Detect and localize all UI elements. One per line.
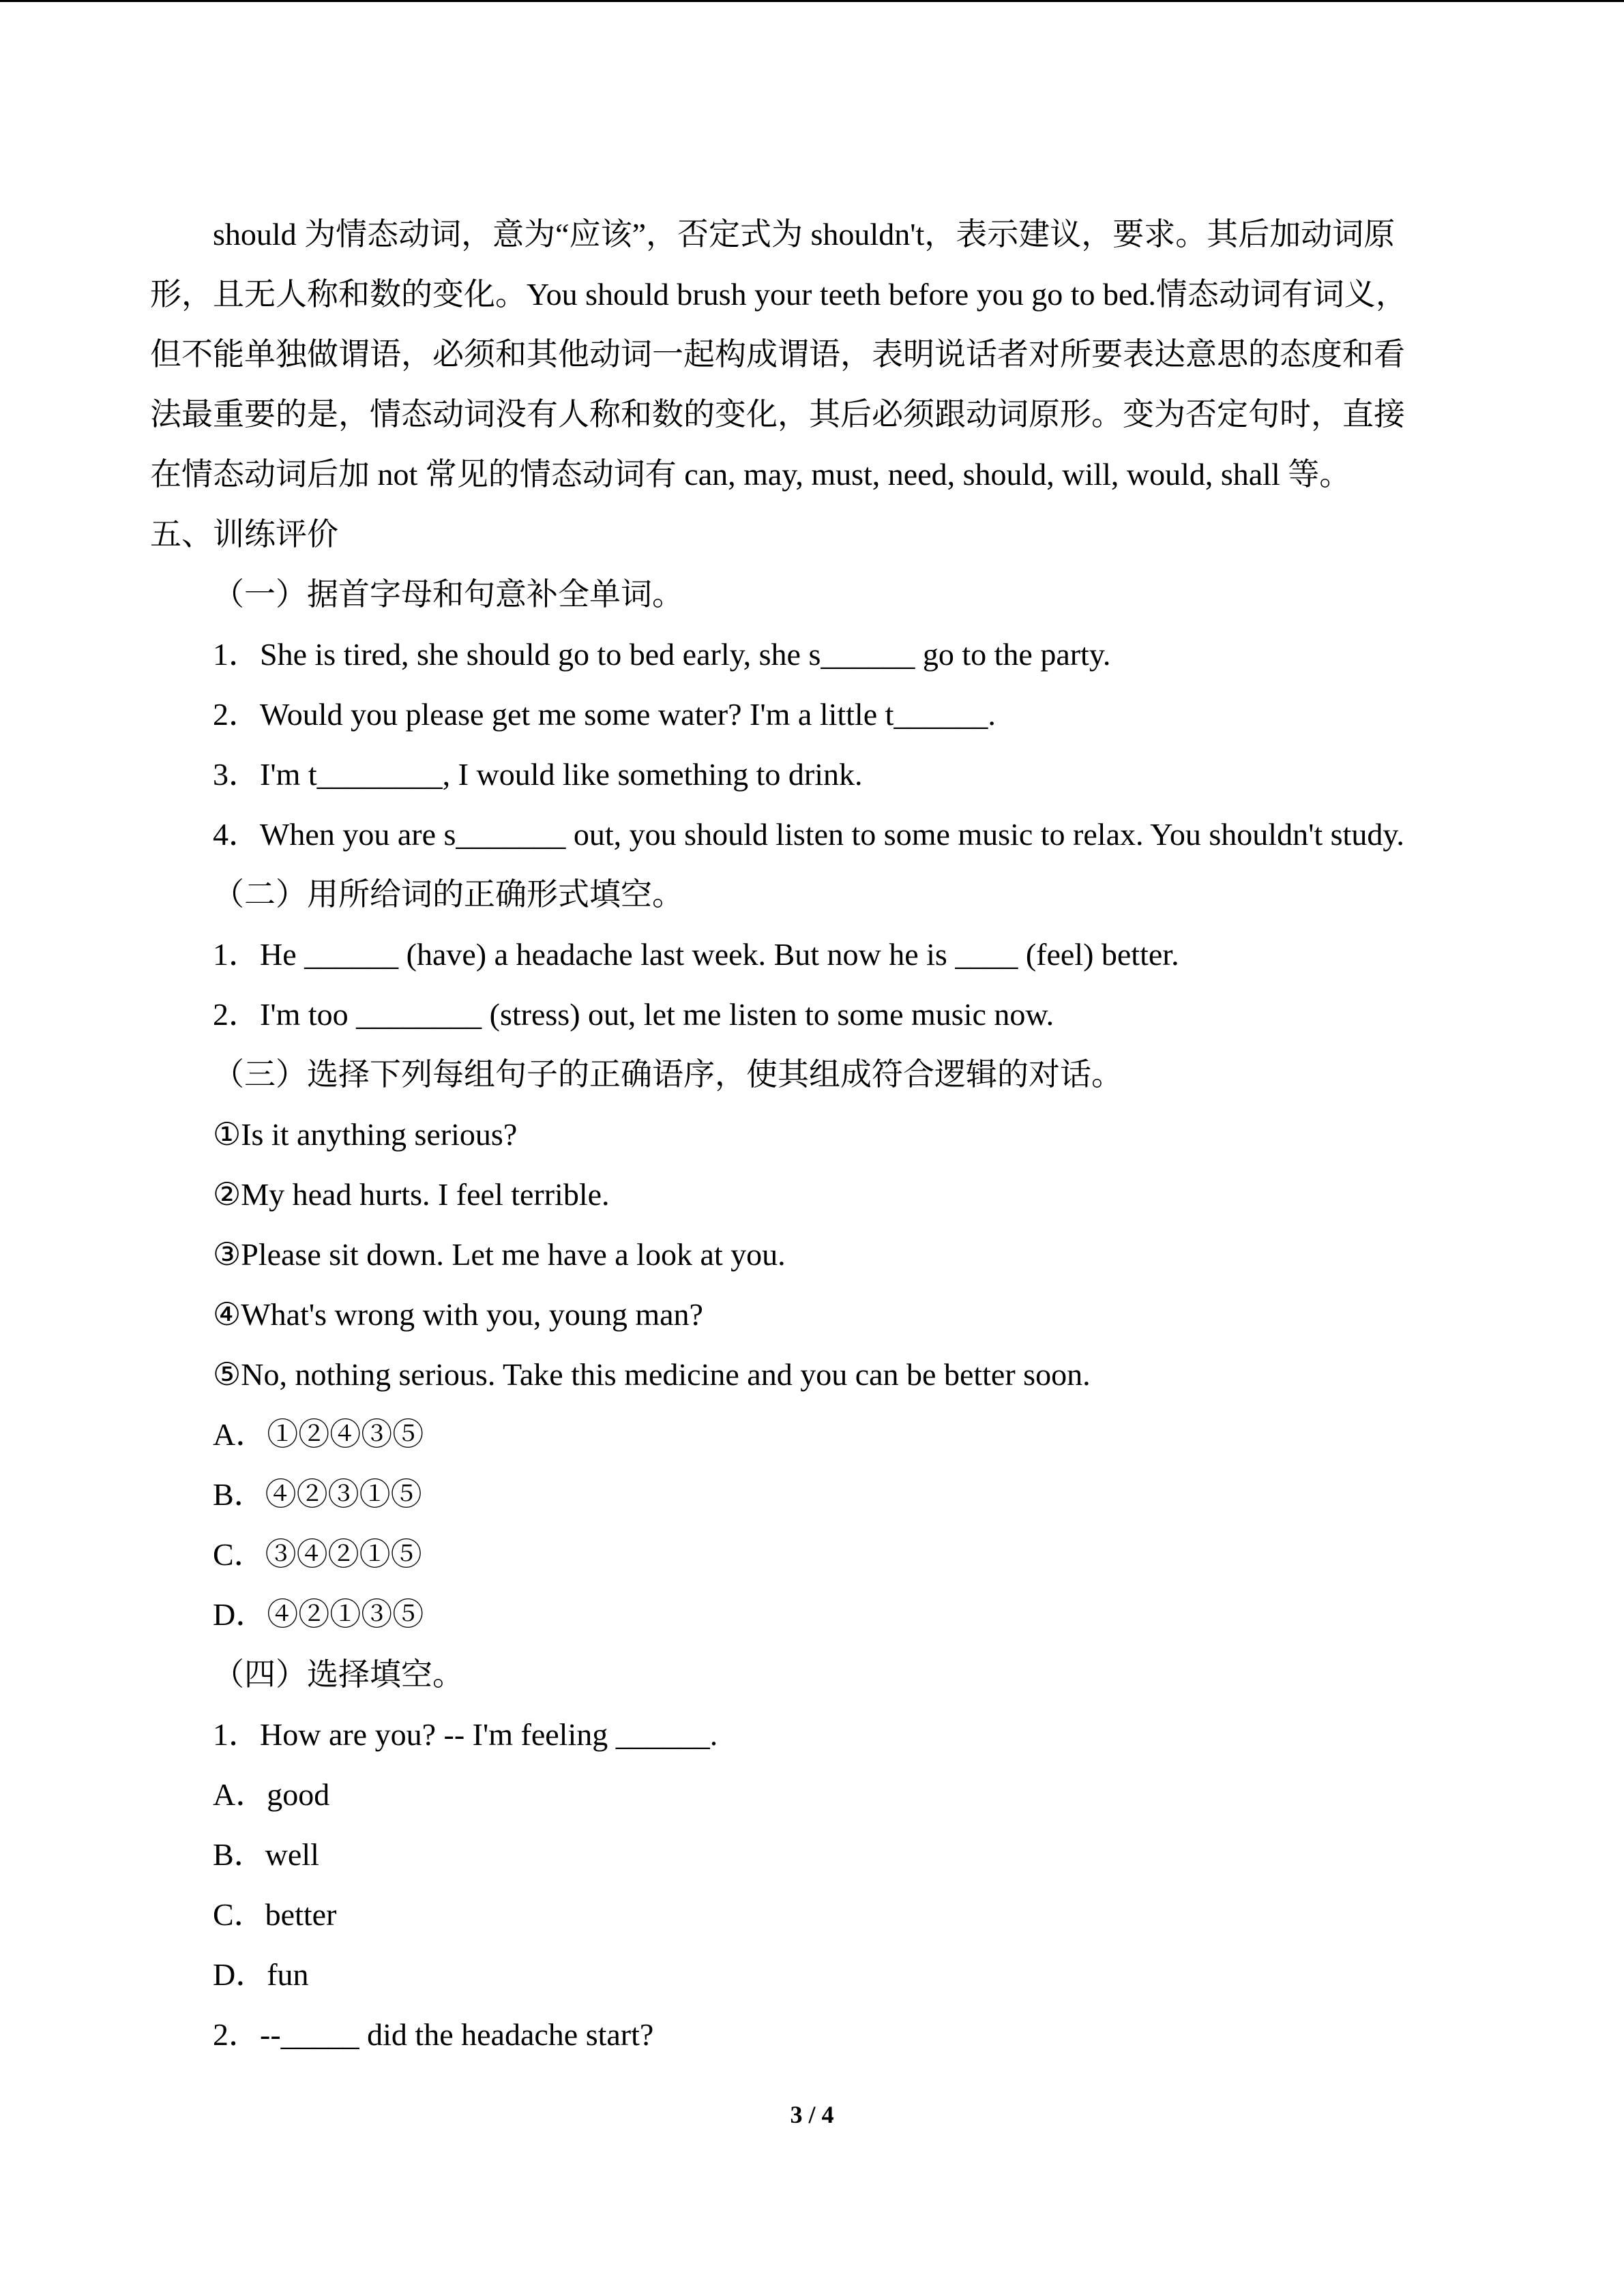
part1-item-3: 3．I'm t________, I would like something to drink. [213,757,863,792]
part3-sentence-5: ⑤No, nothing serious. Take this medicine and you can be better soon. [213,1357,1091,1392]
part3-sentence-2: ②My head hurts. I feel terrible. [213,1177,610,1212]
part1-heading: （一）据首字母和句意补全单词。 [213,577,683,612]
part3-sentence-3: ③Please sit down. Let me have a look at you. [213,1237,786,1272]
intro-line-3: 但不能单独做谓语，必须和其他动词一起构成谓语，表明说话者对所要表达意思的态度和看 [150,337,1405,372]
part4-q1-option-d: D．fun [213,1957,309,1992]
part3-option-b: B．④②③①⑤ [213,1477,422,1512]
part4-q1-option-a: A．good [213,1777,330,1812]
part1-item-4: 4．When you are s_______ out, you should listen to some music to relax. You shouldn't study. [213,817,1404,852]
intro-line-2: 形，且无人称和数的变化。You should brush your teeth before you go to bed.情态动词有词义， [150,277,1407,312]
part3-option-c: C．③④②①⑤ [213,1537,422,1572]
top-border-line [0,0,1624,2]
section-title: 五、训练评价 [150,517,338,552]
part1-item-1: 1．She is tired, she should go to bed early, she s______ go to the party. [213,637,1111,672]
part2-item-2: 2．I'm too ________ (stress) out, let me listen to some music now. [213,997,1054,1032]
page-number: 3 / 4 [790,2101,834,2128]
part4-question-2: 2．--_____ did the headache start? [213,2017,654,2052]
part1-item-2: 2．Would you please get me some water? I'm a little t______. [213,697,996,732]
part4-heading: （四）选择填空。 [213,1657,464,1692]
part3-heading: （三）选择下列每组句子的正确语序，使其组成符合逻辑的对话。 [213,1057,1123,1092]
part4-q1-option-c: C．better [213,1897,337,1932]
part2-heading: （二）用所给词的正确形式填空。 [213,877,683,912]
part3-option-d: D．④②①③⑤ [213,1597,424,1632]
part2-item-1: 1．He ______ (have) a headache last week. But now he is ____ (feel) better. [213,937,1179,972]
part3-sentence-1: ①Is it anything serious? [213,1117,518,1152]
part4-q1-option-b: B．well [213,1837,319,1872]
intro-line-5: 在情态动词后加 not 常见的情态动词有 can, may, must, need, should, will, would, shall 等。 [150,457,1351,492]
part3-option-a: A．①②④③⑤ [213,1417,424,1452]
intro-line-1: should 为情态动词，意为“应该”，否定式为 shouldn't，表示建议，要求。其后加动词原 [213,217,1396,252]
intro-line-4: 法最重要的是，情态动词没有人称和数的变化，其后必须跟动词原形。变为否定句时，直接 [150,397,1405,432]
document-page [150,205,1473,2065]
part4-question-1: 1．How are you? -- I'm feeling ______. [213,1717,718,1752]
part3-sentence-4: ④What's wrong with you, young man? [213,1297,703,1332]
